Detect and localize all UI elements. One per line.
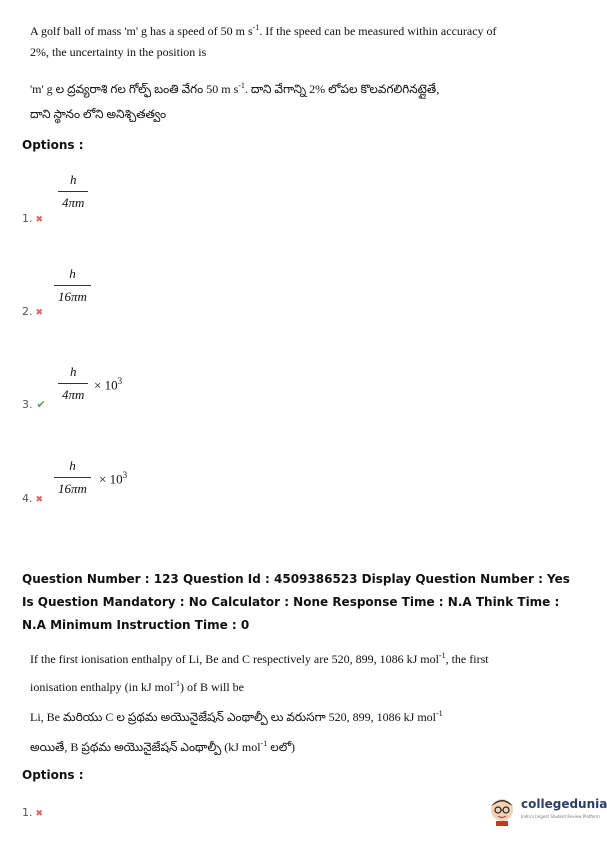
question2-text-te-line2: అయితే, B ప్రథమ అయొనైజేషన్ ఎంథాల్పీ (kJ mol$^{-1}$ లలో) [30,739,296,754]
question2-text-te-line1: Li, Be మరియు C ల ప్రథమ అయొనైజేషన్ ఎంథాల్పీ లు వరుసగా 520, 899, 1086 kJ mol$^{-1}$ [30,709,443,724]
question-text-te-line2: దాని స్థానం లోని అనిశ్చితత్వం [30,107,167,121]
collegedunia-logo [487,794,607,828]
question2-text-en-line1: If the first ionisation enthalpy of Li, Be and C respectively are 520, 899, 1086 kJ mol$^{-1}$, the first [30,651,489,666]
question2-text-en-line2: ionisation enthalpy (in kJ mol$^{-1}$) of B will be [30,679,244,694]
logo-wordmark: collegedunia [521,797,607,811]
wrong-mark-icon: ✖ [35,215,44,225]
option-3-multiplier: × $10^3$ [94,376,123,393]
question-text-te-line1: 'm' g ల ద్రవ్యరాశి గల గోల్ఫ్ బంతి వేగం 50 m $s^{-1}$. దాని వేగాన్ని 2% లోపల కొలవగలిగినట్లైతే, [30,81,440,96]
option-2-number[interactable]: 2. ✖ [22,305,44,318]
option-4-fraction: h 16πm [54,458,91,497]
question-text-en-line2: 2%, the uncertainty in the position is [30,45,207,59]
option-4-number[interactable]: 4. ✖ [22,492,44,505]
option-3-number[interactable]: 3. ✔ [22,398,46,411]
question-meta: Question Number : 123 Question Id : 4509386523 Display Question Number : Yes Is Question Mandatory : No Calculator : None Response Time : N.A Think Time : N.A Minimum Instruction Time : 0 [22,572,570,632]
wrong-mark-icon: ✖ [35,495,44,505]
mascot-icon [487,794,517,826]
option-3-fraction: h 4πm [58,364,88,403]
correct-check-icon: ✔ [36,398,46,411]
question-text-en-line1: A golf ball of mass 'm' g has a speed of 50 m $s^{-1}$. If the speed can be measured within accuracy of [30,23,497,38]
logo-tagline: India's largest Student Review Platform [521,814,600,819]
q2-option-1-number[interactable]: 1. ✖ [22,806,44,819]
options-heading: Options : [22,138,84,152]
option-1-number[interactable]: 1. ✖ [22,212,44,225]
wrong-mark-icon: ✖ [35,809,44,819]
options-heading-2: Options : [22,768,84,782]
option-4-multiplier: × $10^3$ [99,470,128,487]
wrong-mark-icon: ✖ [35,308,44,318]
option-2-fraction: h 16πm [54,266,91,305]
option-1-fraction: h 4πm [58,172,88,211]
